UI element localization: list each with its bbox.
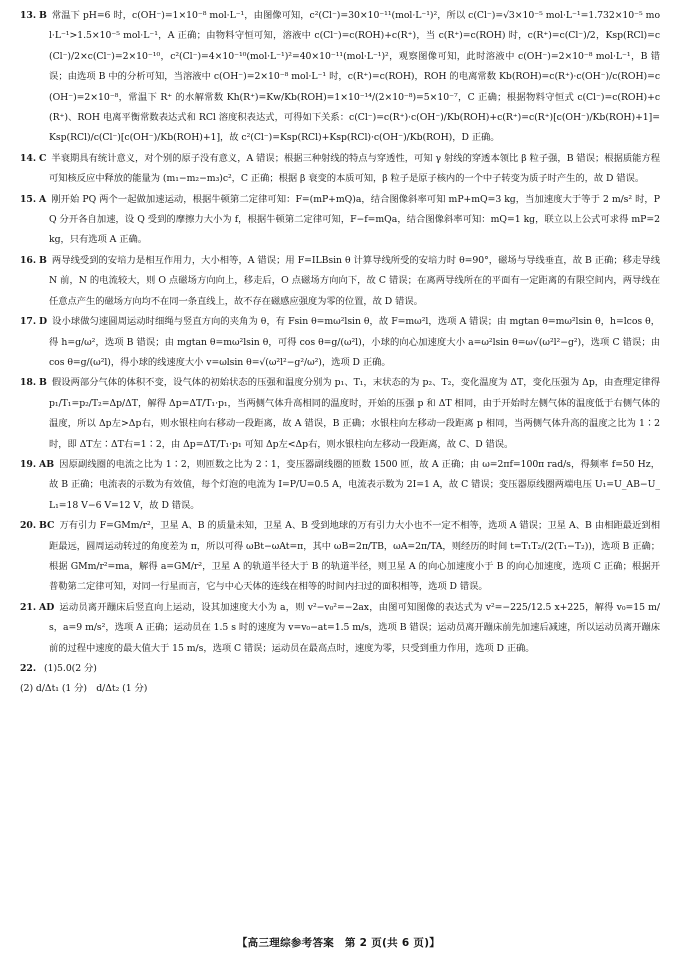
answer-number: 19.	[20, 458, 37, 470]
answer-19	[20, 455, 660, 516]
answer-explanation: (1)5.0(2 分)	[44, 663, 97, 674]
page-footer: 【高三理综参考答案 第 2 页(共 6 页)】	[236, 937, 441, 949]
answer-number: 22.	[20, 663, 37, 674]
answer-key: B	[39, 254, 47, 266]
answer-number: 16.	[20, 254, 37, 266]
answer-22-part-2: (2) d/Δt₁ (1 分) d/Δt₂ (1 分)	[20, 683, 148, 695]
answer-number: 13.	[20, 10, 37, 21]
answer-key: BC	[39, 520, 55, 532]
answer-key: B	[39, 377, 47, 389]
answer-explanation: 设小球做匀速圆周运动时细绳与竖直方向的夹角为 θ，有 Fsin θ=mω²lsin θ，故 F=mω²l，选项 A 错误；由 mgtan θ=mω²lsin θ，h=lcos θ，得 h=g/ω²，选项 B 错误；由 mgtan θ=mω²lsin θ，可得 cos θ=g/(ω²l)，小球的向心加速度大小 a=ω²lsin θ=ω√(ω²l²−g²)，选项 C 错误；由 cos θ=g/(ω²l)，得小球的线速度大小 v=ωlsin θ=√(ω²l²−g²/ω²)，选项 D 正确。	[49, 316, 660, 368]
answer-22	[20, 659, 660, 679]
answer-explanation: 万有引力 F=GMm/r²，卫星 A、B 的质量未知，卫星 A、B 受到地球的万有引力大小也不一定不相等，选项 A 错误；卫星 A、B 由相距最近到相距最远，圆周运动转过的角度差为 π，所以可得 ωBt−ωAt=π，其中 ωB=2π/TB，ωA=2π/TA，则经历的时间 t=T₁T₂/(2(T₁−T₂))，选项 B 正确；根据 GMm/r²=ma，解得 a=GM/r²，卫星 A 的轨道半径大于 B 的轨道半径，则卫星 A 的向心加速度小于 B 的向心加速度，选项 C 正确；根据开普勒第二定律可知，对同一行星而言，它与中心天体的连线在相等的时间内扫过的面积相等，选项 D 错误。	[49, 520, 660, 593]
answer-18	[20, 373, 660, 455]
answer-key: A	[39, 193, 47, 205]
answer-explanation: 刚开始 PQ 两个一起做加速运动，根据牛顿第二定律可知：F=(mP+mQ)a，结合图像斜率可知 mP+mQ=3 kg，当加速度大于等于 2 m/s² 时，PQ 分开各自加速，设 Q 受到的摩擦力大小为 f，根据牛顿第二定律可知，F−f=mQa，结合图像斜率可知：mQ=1 kg，联立以上公式可求得 mP=2 kg，只有选项 A 正确。	[49, 193, 660, 246]
answer-key: AB	[39, 458, 55, 470]
answer-number: 18.	[20, 377, 37, 389]
answer-number: 14.	[20, 152, 37, 164]
answers-list	[20, 6, 660, 700]
answer-key: C	[39, 152, 47, 164]
answer-number: 20.	[20, 520, 37, 532]
answer-explanation: 因原副线圈的电流之比为 1∶2，则匝数之比为 2∶1，变压器副线圈的匝数 1500 匝，故 A 正确；由 ω=2πf=100π rad/s，得频率 f=50 Hz，故 B 正确；电流表的示数为有效值，每个灯泡的电流为 I=P/U=0.5 A，电流表示数为 2I=1 A，故 C 错误；变压器原线圈两端电压 U₁=U_AB−U_L₁=18 V−6 V=12 V，故 D 错误。	[49, 458, 660, 511]
answer-explanation: 两导线受到的安培力是相互作用力，大小相等，A 错误；用 F=ILBsin θ 计算导线所受的安培力时 θ=90°，磁场与导线垂直，故 B 正确；移走导线 N 前，N 的电流较大，则 O 点磁场方向向上，移走后，O 点磁场方向向下，故 C 错误；在离两导线所在的平面有一定距离的有限空间内，两导线在任意点产生的磁场方向均不在同一条直线上，故不存在磁感应强度为零的位置，故 D 错误。	[49, 254, 660, 307]
answer-explanation: 假设两部分气体的体积不变，设气体的初始状态的压强和温度分别为 p₁、T₁，末状态的为 p₂、T₂，变化温度为 ΔT，变化压强为 Δp，由查理定律得 p₁/T₁=p₂/T₂=Δp/ΔT，解得 Δp=ΔT/T₁·p₁，当两侧气体升高相同的温度时，开始的压强 p 和 ΔT 相同，由于开始时左侧气体的温度低于右侧气体的温度，所以 Δp左>Δp右，则水银柱向右移动一段距离，故 A 错误，B 正确；水银柱向左移动一段距离 p 相同，当两侧气体升高的温度之比为 1∶2 时，即 ΔT左∶ΔT右=1∶2，由 Δp=ΔT/T₁·p₁ 可知 Δp左<Δp右，则水银柱向左移动一段距离，故 C、D 错误。	[49, 377, 660, 450]
answer-number: 15.	[20, 193, 37, 205]
answer-key: D	[39, 316, 48, 328]
answer-20	[20, 516, 660, 598]
answer-16	[20, 251, 660, 312]
answer-17	[20, 312, 660, 373]
answer-13	[20, 6, 660, 149]
answer-explanation: 运动员离开蹦床后竖直向上运动，设其加速度大小为 a，则 v²−v₀²=−2ax，由图可知图像的表达式为 v²=−225/12.5 x+225，解得 v₀=15 m/s，a=9 m/s²，选项 A 正确；运动员在 1.5 s 时的速度为 v=v₀−at=1.5 m/s，选项 B 错误；运动员离开蹦床前先加速后减速，所以运动员离开蹦床前的过程中速度的最大值大于 15 m/s，选项 C 错误；运动员在最高点时，速度为零，只受到重力作用，选项 D 正确。	[49, 601, 660, 654]
answer-number: 17.	[20, 316, 37, 328]
answer-15	[20, 190, 660, 251]
answer-number: 21.	[20, 601, 37, 613]
answer-explanation: 常温下 pH=6 时，c(OH⁻)=1×10⁻⁸ mol·L⁻¹，由图像可知，c²(Cl⁻)=30×10⁻¹¹(mol·L⁻¹)²，所以 c(Cl⁻)=√3×10⁻⁵ mol·L⁻¹=1.732×10⁻⁵ mol·L⁻¹>1.5×10⁻⁵ mol·L⁻¹，A 正确；由物料守恒可知，溶液中 c(Cl⁻)=c(ROH)+c(R⁺)，当 c(R⁺)=c(ROH) 时，c(R⁺)=c(Cl⁻)/2，Ksp(RCl)=c(Cl⁻)/2×c(Cl⁻)=2×10⁻¹⁰，c²(Cl⁻)=4×10⁻¹⁰(mol·L⁻¹)²=40×10⁻¹¹(mol·L⁻¹)²，观察图像可知，此时溶液中 c(OH⁻)=2×10⁻⁸ mol·L⁻¹，B 错误；由选项 B 中的分析可知，当溶液中 c(OH⁻)=2×10⁻⁸ mol·L⁻¹ 时，c(R⁺)=c(ROH)，ROH 的电离常数 Kb(ROH)=c(R⁺)·c(OH⁻)/c(ROH)=c(OH⁻)=2×10⁻⁸，常温下 R⁺ 的水解常数 Kh(R⁺)=Kw/Kb(ROH)=1×10⁻¹⁴/(2×10⁻⁸)=5×10⁻⁷，C 正确；根据物料守恒式 c(Cl⁻)=c(ROH)+c(R⁺)、ROH 电离平衡常数表达式和 RCl 溶度积表达式，可得如下关系：c(Cl⁻)=c(R⁺)·c(OH⁻)/Kb(ROH)+c(R⁺)=c(R⁺)[c(OH⁻)/Kb(ROH)+1]=Ksp(RCl)/c(Cl⁻)[c(OH⁻)/Kb(ROH)+1]，故 c²(Cl⁻)=Ksp(RCl)+Ksp(RCl)·c(OH⁻)/Kb(ROH)，D 正确。	[49, 10, 660, 144]
answer-explanation: 半衰期具有统计意义，对个别的原子没有意义，A 错误；根据三种射线的特点与穿透性，可知 γ 射线的穿透本领比 β 粒子强，B 错误；根据质能方程可知核反应中释放的能量为 (m₁−m₂−m₃)c²，C 正确；根据 β 衰变的本质可知，β 粒子是原子核内的一个中子转变为质子时产生的，故 D 错误。	[49, 152, 660, 185]
answer-14	[20, 149, 660, 190]
answer-21	[20, 598, 660, 659]
answer-key: B	[39, 10, 47, 21]
answer-key: AD	[39, 601, 55, 613]
